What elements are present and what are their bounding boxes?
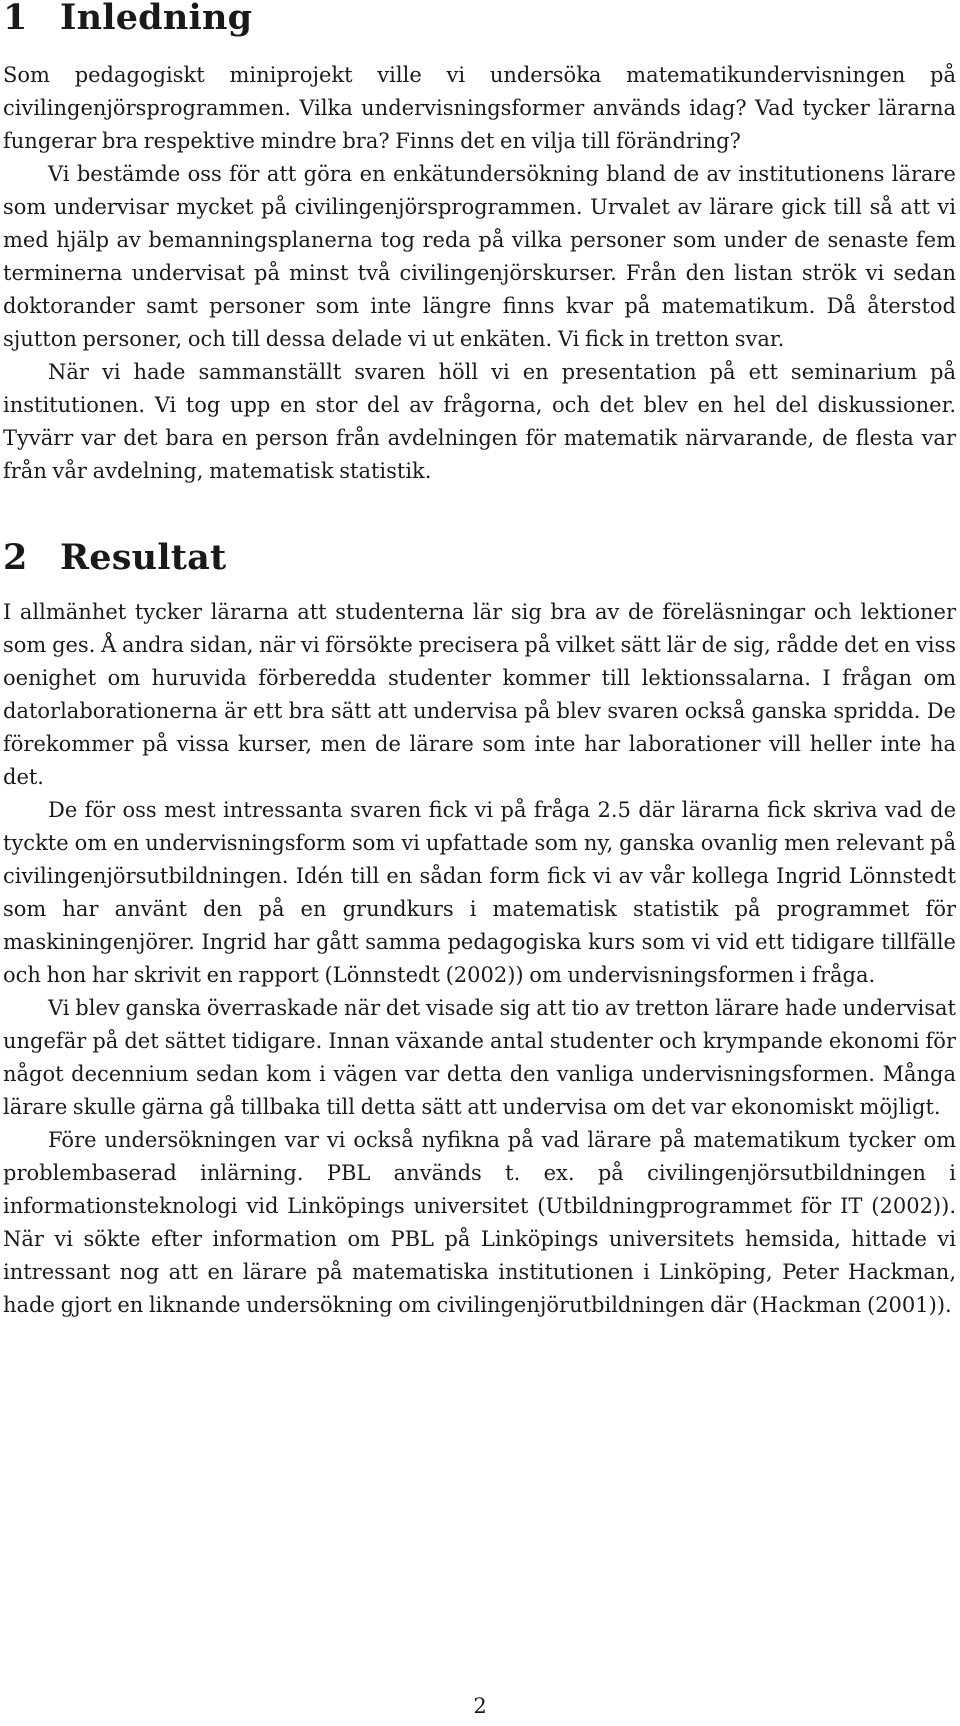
section-2-paragraph-2: De för oss mest intressanta svaren fick vi på fråga 2.5 där lärarna fick skriva vad de tyckte om en undervisningsform som vi upfattade som ny, ganska ovanlig men relevant på civilingenjörsutbildningen. Idén till en sådan form fick vi av vår kollega Ingrid Lönnstedt som har använt den på en grundkurs i matematisk statistik på programmet för maskiningenjörer. Ingrid har gått samma pedagogiska kurs som vi vid ett tidigare tillfälle och hon har skrivit en rapport (Lönnstedt (2002)) om undervisningsformen i fråga. bbox=[3, 798, 956, 987]
section-1-number: 1 bbox=[3, 0, 28, 38]
section-1-heading bbox=[3, 0, 956, 36]
section-2-paragraph-4: Före undersökningen var vi också nyfikna på vad lärare på matematikum tycker om problembaserad inlärning. PBL används t. ex. på civilingenjörsutbildningen i informationsteknologi vid Linköpings universitet (Utbildningprogrammet för IT (2002)). När vi sökte efter information om PBL på Linköpings universitets hemsida, hittade vi intressant nog att en lärare på matematiska institutionen i Linköping, Peter Hackman, hade gjort en liknande undersökning om civilingenjörutbildningen där (Hackman (2001)). bbox=[3, 1128, 956, 1317]
section-2-paragraph-1: I allmänhet tycker lärarna att studenterna lär sig bra av de föreläsningar och lektioner som ges. Å andra sidan, när vi försökte precisera på vilket sätt lär de sig, rådde det en viss oenighet om huruvida förberedda studenter kommer till lektionssalarna. I frågan om datorlaborationerna är ett bra sätt att undervisa på blev svaren också ganska spridda. De förekommer på vissa kurser, men de lärare som inte har laborationer vill heller inte ha det. bbox=[3, 600, 956, 789]
section-2-paragraph-3: Vi blev ganska överraskade när det visade sig att tio av tretton lärare hade undervisat ungefär på det sättet tidigare. Innan växande antal studenter och krympande ekonomi för något decennium sedan kom i vägen var detta den vanliga undervisningsformen. Många lärare skulle gärna gå tillbaka till detta sätt att undervisa om det var ekonomiskt möjligt. bbox=[3, 996, 956, 1119]
section-1-title: Inledning bbox=[60, 0, 253, 38]
page-content bbox=[3, 0, 956, 1322]
section-1-paragraph-3: När vi hade sammanställt svaren höll vi en presentation på ett seminarium på institutionen. Vi tog upp en stor del av frågorna, och det blev en hel del diskussioner. Tyvärr var det bara en person från avdelningen för matematik närvarande, de flesta var från vår avdelning, matematisk statistik. bbox=[3, 360, 956, 483]
section-2-title: Resultat bbox=[60, 537, 227, 578]
section-2-heading bbox=[3, 537, 956, 578]
page-number: 2 bbox=[473, 1694, 487, 1718]
section-1-paragraph-2: Vi bestämde oss för att göra en enkätundersökning bland de av institutionens lärare som undervisar mycket på civilingenjörsprogrammen. Urvalet av lärare gick till så att vi med hjälp av bemanningsplanerna tog reda på vilka personer som under de senaste fem terminerna undervisat på minst två civilingenjörskurser. Från den listan strök vi sedan doktorander samt personer som inte längre finns kvar på matematikum. Då återstod sjutton personer, och till dessa delade vi ut enkäten. Vi fick in tretton svar. bbox=[3, 162, 956, 351]
section-2-number: 2 bbox=[3, 537, 28, 578]
section-1-paragraph-1: Som pedagogiskt miniprojekt ville vi undersöka matematikundervisningen på civilingenjörsprogrammen. Vilka undervisningsformer används idag? Vad tycker lärarna fungerar bra respektive mindre bra? Finns det en vilja till förändring? bbox=[3, 63, 956, 153]
